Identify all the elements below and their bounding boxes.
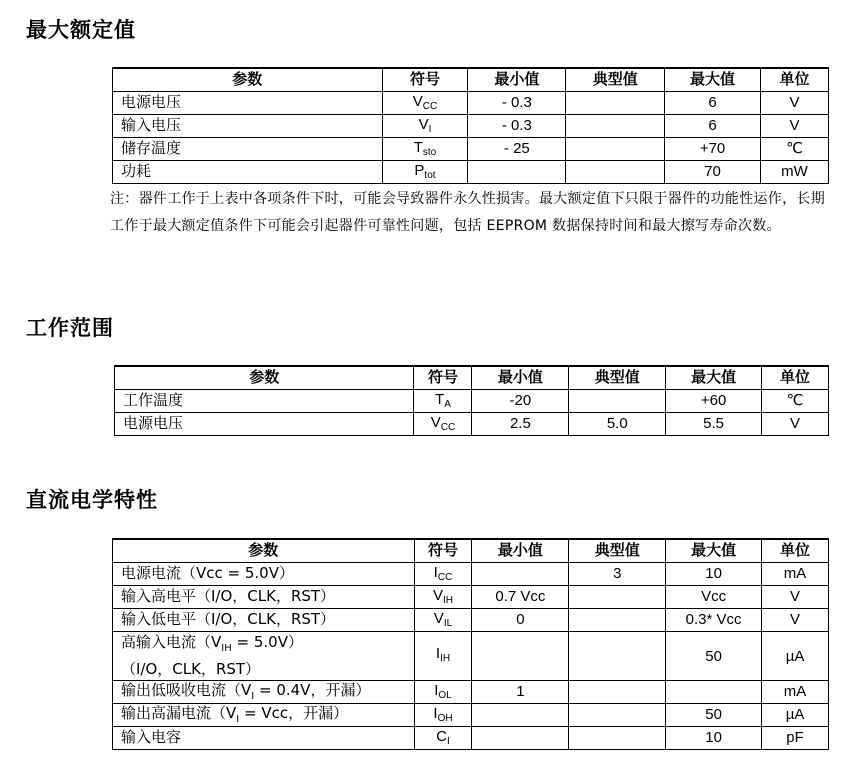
symbol-cell: $I_{OH}$ — [414, 704, 472, 727]
header-unit: 单位 — [761, 68, 829, 92]
param-cell: 高输入电流$(V_{IH} = 5.0V)$ （I/O，CLK，RST） — [113, 632, 415, 681]
symbol-cell: $I_{CC}$ — [414, 563, 472, 586]
symbol-cell: $V_{CC}$ — [414, 413, 472, 436]
header-max: 最大值 — [666, 366, 762, 390]
header-min: 最小值 — [468, 68, 566, 92]
param-cell: 输出低吸收电流（$V_I = 0.4V$，开漏） — [113, 681, 415, 704]
max-cell: Vcc — [666, 586, 762, 609]
table-row — [113, 632, 829, 681]
min-cell — [472, 727, 569, 750]
header-symbol: 符号 — [382, 68, 468, 92]
unit-cell: ℃ — [761, 138, 829, 161]
symbol-cell: $V_{IL}$ — [414, 609, 472, 632]
table-header-row — [113, 539, 829, 563]
table-row — [113, 563, 829, 586]
header-typ: 典型值 — [569, 366, 666, 390]
header-unit: 单位 — [762, 366, 829, 390]
param-cell: 工作温度 — [115, 390, 414, 413]
max-cell: 6 — [665, 92, 761, 115]
typ-cell — [569, 632, 666, 681]
absolute-max-table — [112, 67, 829, 184]
param-cell: 输入电压 — [113, 115, 383, 138]
max-cell: 50 — [666, 704, 762, 727]
header-max: 最大值 — [665, 68, 761, 92]
header-typ: 典型值 — [566, 68, 665, 92]
max-cell: 10 — [666, 563, 762, 586]
table-header-row — [115, 366, 829, 390]
symbol-cell: $P_{tot}$ — [382, 161, 468, 184]
header-symbol: 符号 — [414, 366, 472, 390]
typ-cell — [569, 681, 666, 704]
header-unit: 单位 — [762, 539, 829, 563]
symbol-cell: $I_{OL}$ — [414, 681, 472, 704]
table-row — [115, 413, 829, 436]
unit-cell: µA — [762, 704, 829, 727]
header-param: 参数 — [113, 68, 383, 92]
table-row — [113, 609, 829, 632]
max-cell: 70 — [665, 161, 761, 184]
param-cell: 输入高电平（I/O，CLK，RST） — [113, 586, 415, 609]
symbol-cell: $I_{IH}$ — [414, 632, 472, 681]
typ-cell — [569, 586, 666, 609]
unit-cell: mA — [762, 681, 829, 704]
header-min: 最小值 — [472, 539, 569, 563]
absolute-max-note: 注：器件工作于上表中各项条件下时，可能会导致器件永久性损害。最大额定值下只限于器件的功能性运作，长期工作于最大额定值条件下可能会引起器件可靠性问题，包括 EEPROM 数据保持时间和最大擦写寿命次数。 — [110, 191, 825, 234]
param-cell: 电源电压 — [115, 413, 414, 436]
param-cell: 电源电流（Vcc = 5.0V） — [113, 563, 415, 586]
table-row — [113, 586, 829, 609]
typ-cell: 5.0 — [569, 413, 666, 436]
param-cell: 电源电压 — [113, 92, 383, 115]
max-cell: 6 — [665, 115, 761, 138]
unit-cell: V — [762, 413, 829, 436]
header-max: 最大值 — [666, 539, 762, 563]
symbol-cell: $V_{IH}$ — [414, 586, 472, 609]
param-cell: 输出高漏电流（$V_I$ = Vcc，开漏） — [113, 704, 415, 727]
section-title-dc-characteristics: 直流电学特性 — [26, 488, 158, 512]
typ-cell — [566, 161, 665, 184]
unit-cell: V — [762, 586, 829, 609]
unit-cell: V — [762, 609, 829, 632]
table-row — [113, 115, 829, 138]
min-cell: 2.5 — [472, 413, 569, 436]
table-row — [113, 704, 829, 727]
table-row — [113, 681, 829, 704]
min-cell: 0 — [472, 609, 569, 632]
unit-cell: µA — [762, 632, 829, 681]
operating-range-table — [114, 365, 829, 436]
min-cell: 1 — [472, 681, 569, 704]
min-cell: - 0.3 — [468, 115, 566, 138]
typ-cell — [569, 727, 666, 750]
header-min: 最小值 — [472, 366, 569, 390]
table-row — [115, 390, 829, 413]
symbol-cell: $C_I$ — [414, 727, 472, 750]
section-title-absolute-max: 最大额定值 — [26, 18, 136, 42]
unit-cell: ℃ — [762, 390, 829, 413]
dc-characteristics-table — [112, 538, 829, 750]
param-cell: 储存温度 — [113, 138, 383, 161]
max-cell: +70 — [665, 138, 761, 161]
min-cell — [472, 704, 569, 727]
min-cell: -20 — [472, 390, 569, 413]
table-header-row — [113, 68, 829, 92]
min-cell: 0.7 Vcc — [472, 586, 569, 609]
unit-cell: V — [761, 92, 829, 115]
typ-cell — [569, 609, 666, 632]
typ-cell — [569, 390, 666, 413]
table-row — [113, 92, 829, 115]
unit-cell: mW — [761, 161, 829, 184]
min-cell — [472, 563, 569, 586]
min-cell — [468, 161, 566, 184]
param-cell: 输入电容 — [113, 727, 415, 750]
symbol-cell: $T_{sto}$ — [382, 138, 468, 161]
symbol-cell: $V_I$ — [382, 115, 468, 138]
header-typ: 典型值 — [569, 539, 666, 563]
typ-cell — [566, 92, 665, 115]
typ-cell — [566, 115, 665, 138]
header-symbol: 符号 — [414, 539, 472, 563]
typ-cell — [566, 138, 665, 161]
header-param: 参数 — [113, 539, 415, 563]
min-cell: - 25 — [468, 138, 566, 161]
typ-cell: 3 — [569, 563, 666, 586]
table-row — [113, 727, 829, 750]
max-cell: 10 — [666, 727, 762, 750]
table-row — [113, 138, 829, 161]
min-cell — [472, 632, 569, 681]
header-param: 参数 — [115, 366, 414, 390]
section-title-operating-range: 工作范围 — [26, 316, 114, 340]
symbol-cell: $T_A$ — [414, 390, 472, 413]
param-cell: 功耗 — [113, 161, 383, 184]
param-cell: 输入低电平（I/O，CLK，RST） — [113, 609, 415, 632]
max-cell: 50 — [666, 632, 762, 681]
table-row — [113, 161, 829, 184]
max-cell: 0.3* Vcc — [666, 609, 762, 632]
typ-cell — [569, 704, 666, 727]
max-cell: +60 — [666, 390, 762, 413]
unit-cell: pF — [762, 727, 829, 750]
min-cell: - 0.3 — [468, 92, 566, 115]
max-cell — [666, 681, 762, 704]
unit-cell: V — [761, 115, 829, 138]
max-cell: 5.5 — [666, 413, 762, 436]
symbol-cell: $V_{CC}$ — [382, 92, 468, 115]
unit-cell: mA — [762, 563, 829, 586]
